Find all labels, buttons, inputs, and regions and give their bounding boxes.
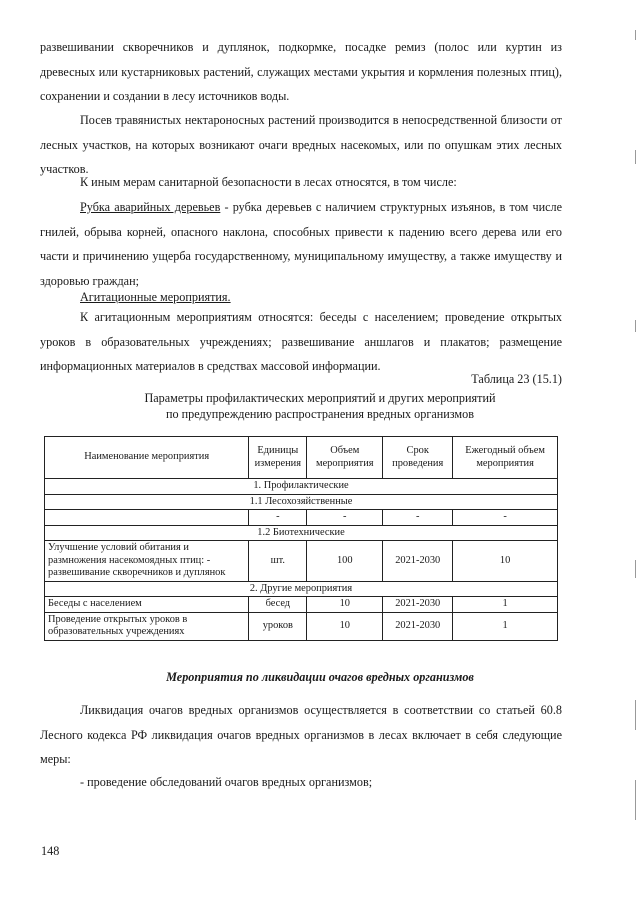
agitation-term: Агитационные мероприятия. — [80, 290, 231, 304]
table-cell — [45, 510, 249, 526]
header-cell: Объем мероприятия — [307, 437, 383, 479]
table-cell: 10 — [307, 597, 383, 613]
table-cell: бесед — [249, 597, 307, 613]
table-section-row — [45, 581, 558, 597]
table-row — [45, 541, 558, 582]
table-caption-line1: Параметры профилактических мероприятий и других мероприятий — [144, 391, 496, 405]
scan-edge-mark — [635, 700, 636, 730]
header-cell: Единицы измерения — [249, 437, 307, 479]
table-cell: 1 — [453, 612, 558, 640]
table-cell: - — [249, 510, 307, 526]
table-section-row — [45, 479, 558, 495]
paragraph-liquidation: Ликвидация очагов вредных организмов осуществляется в соответствии со статьей 60.8 Лесного кодекса РФ ликвидация очагов вредных организмов в лесах включает в себя следующие меры: — [40, 703, 562, 766]
table-cell: Улучшение условий обитания и размножения насекомоядных птиц: - развешивание скворечников и дуплянок — [45, 541, 249, 582]
table-caption — [40, 390, 600, 422]
table-cell: 10 — [453, 541, 558, 582]
table-cell: 2021-2030 — [383, 612, 453, 640]
table-subsection-row — [45, 525, 558, 541]
paragraph-nectar-plants: Посев травянистых нектароносных растений производится в непосредственной близости от лесных участков, на которых возникают очаги вредных насекомых, или по опушкам этих лесных участков. — [40, 113, 562, 176]
header-cell: Наименование мероприятия — [45, 437, 249, 479]
section-other: 2. Другие мероприятия — [45, 581, 558, 597]
paragraph-other-measures: К иным мерам санитарной безопасности в лесах относятся, в том числе: — [80, 175, 457, 189]
table-cell: Проведение открытых уроков в образовательных учреждениях — [45, 612, 249, 640]
emergency-felling-term: Рубка аварийных деревьев — [80, 200, 221, 214]
header-cell: Срок проведения — [383, 437, 453, 479]
header-cell: Ежегодный объем мероприятия — [453, 437, 558, 479]
paragraph-liquidation-item: - проведение обследований очагов вредных организмов; — [80, 775, 373, 789]
section-profilactic: 1. Профилактические — [45, 479, 558, 495]
table-cell: 2021-2030 — [383, 541, 453, 582]
emergency-felling-text: - рубка деревьев с наличием структурных изъянов, в том числе гнилей, обрыва корней, опасного наклона, способных привести к падению всего дерева или его части и причинению ущерба государственному, муниципальному имуществу, а также имуществу и здоровью граждан; — [40, 200, 562, 288]
table-row — [45, 510, 558, 526]
subsection-forestry: 1.1 Лесохозяйственные — [45, 494, 558, 510]
table-row — [45, 612, 558, 640]
table-row — [45, 597, 558, 613]
table-cell: 10 — [307, 612, 383, 640]
paragraph-emergency-felling — [40, 195, 562, 293]
table-cell: 1 — [453, 597, 558, 613]
table-cell: Беседы с населением — [45, 597, 249, 613]
scan-edge-mark — [635, 30, 636, 40]
table-caption-line2: по предупреждению распространения вредных организмов — [165, 407, 474, 421]
table-cell: 100 — [307, 541, 383, 582]
table-cell: уроков — [249, 612, 307, 640]
table-cell: - — [453, 510, 558, 526]
table-cell: - — [307, 510, 383, 526]
scan-edge-mark — [635, 560, 636, 578]
table-subsection-row — [45, 494, 558, 510]
table-header-row — [45, 437, 558, 479]
scan-edge-mark — [635, 150, 636, 164]
paragraph-birds: развешивании скворечников и дуплянок, подкормке, посадке ремиз (полос или куртин из древесных или кустарниковых растений, служащих местами укрытия и кормления полезных птиц), сохранении и создании в лесу источников воды. — [40, 40, 562, 103]
scan-edge-mark — [635, 320, 636, 332]
table-number: Таблица 23 (15.1) — [471, 372, 562, 386]
measures-table — [44, 436, 558, 641]
table-cell: 2021-2030 — [383, 597, 453, 613]
liquidation-heading: Мероприятия по ликвидации очагов вредных организмов — [166, 670, 474, 684]
table-cell: - — [383, 510, 453, 526]
page-number: 148 — [41, 844, 60, 858]
paragraph-agitation: К агитационным мероприятиям относятся: беседы с населением; проведение открытых уроков в образовательных учреждениях; развешивание аншлагов и плакатов; размещение информационных материалов в средствах массовой информации. — [40, 310, 562, 373]
subsection-biotechnical: 1.2 Биотехнические — [45, 525, 558, 541]
scan-edge-mark — [635, 780, 636, 820]
table-cell: шт. — [249, 541, 307, 582]
